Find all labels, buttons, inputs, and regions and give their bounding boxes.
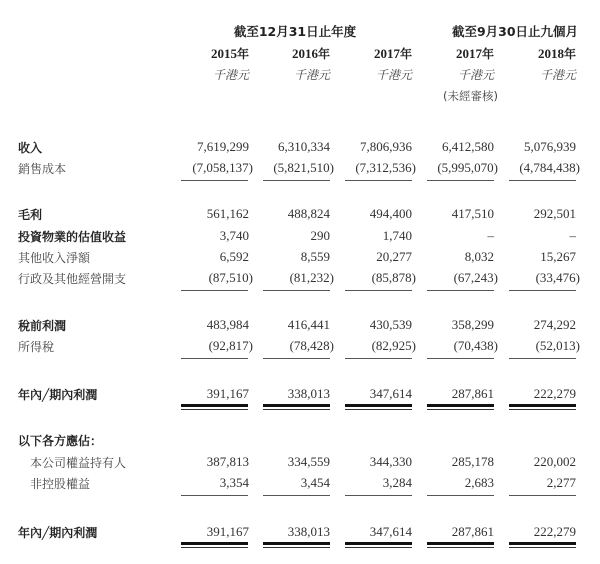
cell-value: 8,032: [464, 249, 494, 264]
row-label-income-tax: 所得稅: [18, 340, 55, 354]
total-double-rule: [509, 409, 576, 410]
subtotal-rule: [509, 180, 576, 181]
total-double-rule: [345, 542, 412, 545]
cell-value: (87,510): [208, 270, 253, 285]
cell-value: 338,013: [287, 386, 330, 401]
subtotal-rule: [345, 495, 412, 496]
cell-value: 483,984: [206, 317, 249, 332]
column-header-2015: [181, 45, 249, 62]
cell-value: (4,784,438): [519, 160, 580, 175]
total-double-rule: [427, 542, 494, 545]
total-double-rule: [263, 547, 330, 548]
column-header-2018-nine-months: [508, 45, 576, 62]
cell-value: (5,821,510): [273, 160, 334, 175]
cell-value: 6,310,334: [278, 139, 330, 154]
cell-value: 285,178: [451, 454, 494, 469]
total-double-rule: [509, 404, 576, 407]
cell-value: 287,861: [451, 524, 494, 539]
row-label-valuation-gain: 投資物業的估值收益: [18, 230, 127, 244]
subtotal-rule: [427, 290, 494, 291]
cell-value: 15,267: [540, 249, 576, 264]
total-double-rule: [181, 409, 248, 410]
unaudited-note: (未經審核): [443, 89, 498, 103]
subtotal-rule: [509, 290, 576, 291]
cell-value: 391,167: [206, 524, 249, 539]
cell-value: 274,292: [533, 317, 576, 332]
row-label-profit-before-tax: 稅前利潤: [18, 319, 67, 333]
cell-value: 20,277: [376, 249, 412, 264]
total-double-rule: [345, 547, 412, 548]
cell-value: 6,592: [219, 249, 249, 264]
unit-label: 千港元: [457, 68, 494, 82]
total-double-rule: [509, 547, 576, 548]
cell-value: (52,013): [535, 338, 580, 353]
unit-label: 千港元: [212, 68, 249, 82]
subtotal-rule: [427, 495, 494, 496]
year-suffix: 年: [563, 47, 576, 61]
row-label-cost-of-sales: 銷售成本: [18, 162, 67, 176]
cell-value: 6,412,580: [442, 139, 494, 154]
cell-value: 347,614: [369, 524, 412, 539]
subtotal-rule: [181, 290, 248, 291]
subtotal-rule: [263, 180, 330, 181]
cell-value: 347,614: [369, 386, 412, 401]
row-label-equity-holders: 本公司權益持有人: [30, 456, 127, 470]
subtotal-rule: [263, 358, 330, 359]
subtotal-rule: [427, 358, 494, 359]
cell-value: (82,925): [371, 338, 416, 353]
year-value: 2018: [537, 46, 564, 61]
total-double-rule: [181, 547, 248, 548]
cell-value: (92,817): [208, 338, 253, 353]
total-double-rule: [181, 404, 248, 407]
cell-value: 222,279: [533, 386, 576, 401]
cell-value: (33,476): [535, 270, 580, 285]
subtotal-rule: [263, 290, 330, 291]
cell-value: 5,076,939: [524, 139, 576, 154]
cell-value: 7,806,936: [360, 139, 412, 154]
year-suffix: 年: [236, 47, 249, 61]
cell-value: 2,683: [464, 475, 494, 490]
cell-value: 391,167: [206, 386, 249, 401]
cell-value: 561,162: [206, 206, 249, 221]
column-header-2017: [344, 45, 412, 62]
cell-value: (7,312,536): [355, 160, 416, 175]
subtotal-rule: [181, 358, 248, 359]
total-double-rule: [345, 409, 412, 410]
unit-label: 千港元: [539, 68, 576, 82]
cell-value: 3,284: [382, 475, 412, 490]
cell-value: 7,619,299: [197, 139, 249, 154]
group-header-nine-months: 截至9月30日止九個月: [451, 24, 579, 39]
cell-value: 220,002: [533, 454, 576, 469]
subtotal-rule: [263, 495, 330, 496]
cell-value: 338,013: [287, 524, 330, 539]
subtotal-rule: [345, 180, 412, 181]
row-label-revenue: 收入: [18, 141, 43, 155]
cell-value: (85,878): [371, 270, 416, 285]
total-double-rule: [427, 547, 494, 548]
cell-value: 222,279: [533, 524, 576, 539]
cell-value: (7,058,137): [192, 160, 253, 175]
cell-value: 1,740: [382, 228, 412, 243]
cell-value: 430,539: [369, 317, 412, 332]
cell-value: 494,400: [369, 206, 412, 221]
group-header-annual: 截至12月31日止年度: [233, 24, 357, 39]
total-double-rule: [427, 409, 494, 410]
cell-value: 416,441: [287, 317, 330, 332]
year-value: 2017: [373, 46, 400, 61]
subtotal-rule: [345, 290, 412, 291]
row-label-attributable-to: 以下各方應佔：: [18, 434, 103, 448]
cell-value: (78,428): [289, 338, 334, 353]
cell-value: 334,559: [287, 454, 330, 469]
subtotal-rule: [509, 495, 576, 496]
subtotal-rule: [427, 180, 494, 181]
cell-value: 358,299: [451, 317, 494, 332]
year-suffix: 年: [399, 47, 412, 61]
year-suffix: 年: [481, 47, 494, 61]
cell-value: (70,438): [453, 338, 498, 353]
total-double-rule: [263, 542, 330, 545]
total-double-rule: [427, 404, 494, 407]
column-header-2016: [262, 45, 330, 62]
cell-value: 290: [310, 228, 330, 243]
cell-value: 3,454: [300, 475, 330, 490]
cell-value: 8,559: [300, 249, 330, 264]
subtotal-rule: [509, 358, 576, 359]
cell-value: –: [487, 228, 494, 243]
year-suffix: 年: [317, 47, 330, 61]
cell-value: 488,824: [287, 206, 330, 221]
total-double-rule: [263, 409, 330, 410]
row-label-admin-expenses: 行政及其他經營開支: [18, 272, 127, 286]
row-label-profit-for-period-total: 年內╱期內利潤: [18, 526, 98, 540]
row-label-gross-profit: 毛利: [18, 208, 43, 222]
cell-value: 387,813: [206, 454, 249, 469]
cell-value: (67,243): [453, 270, 498, 285]
total-double-rule: [509, 542, 576, 545]
cell-value: –: [569, 228, 576, 243]
unit-label: 千港元: [375, 68, 412, 82]
column-header-2017-nine-months: [426, 45, 494, 62]
cell-value: 344,330: [369, 454, 412, 469]
cell-value: 3,354: [219, 475, 249, 490]
subtotal-rule: [181, 495, 248, 496]
year-value: 2016: [291, 46, 318, 61]
cell-value: 292,501: [533, 206, 576, 221]
total-double-rule: [263, 404, 330, 407]
subtotal-rule: [345, 358, 412, 359]
subtotal-rule: [181, 180, 248, 181]
row-label-non-controlling: 非控股權益: [30, 477, 91, 491]
cell-value: 417,510: [451, 206, 494, 221]
cell-value: 2,277: [546, 475, 576, 490]
cell-value: 3,740: [219, 228, 249, 243]
cell-value: (81,232): [289, 270, 334, 285]
row-label-other-income: 其他收入淨額: [18, 251, 91, 265]
cell-value: 287,861: [451, 386, 494, 401]
row-label-profit-for-period: 年內╱期內利潤: [18, 388, 98, 402]
year-value: 2015: [210, 46, 237, 61]
cell-value: (5,995,070): [437, 160, 498, 175]
total-double-rule: [181, 542, 248, 545]
total-double-rule: [345, 404, 412, 407]
year-value: 2017: [455, 46, 482, 61]
unit-label: 千港元: [293, 68, 330, 82]
